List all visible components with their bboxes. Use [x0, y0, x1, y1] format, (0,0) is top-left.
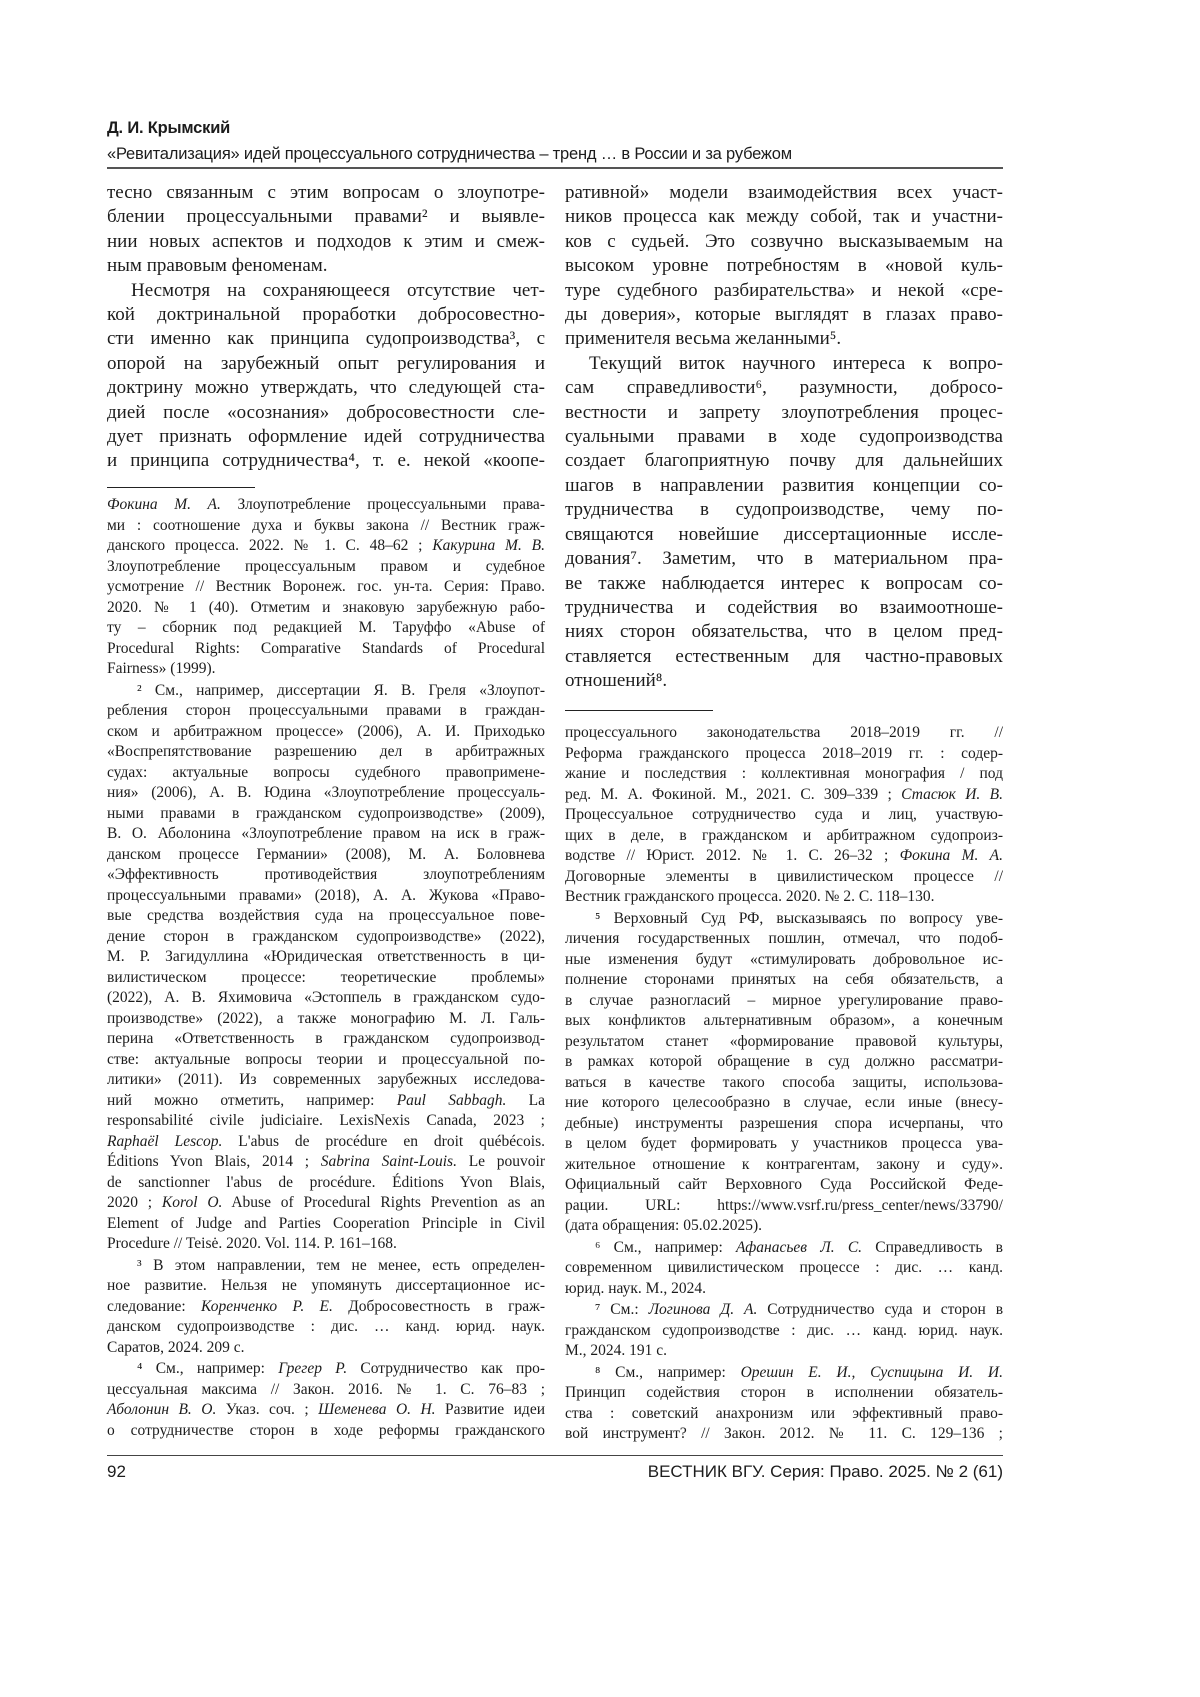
- text-line: ды доверия», которые выглядят в глазах право-: [565, 303, 1003, 327]
- text-segment: Злоупотребление процессуальными права-: [221, 496, 545, 513]
- text-line: высоком уровне потребностям в «новой куль-: [565, 254, 1003, 278]
- text-line: Procedural Rights: Comparative Standards of Procedural: [107, 639, 545, 660]
- text-line: В. О. Аболонина «Злоупотребление правом на иск в граж-: [107, 824, 545, 845]
- text-line: Реформа гражданского процесса 2018–2019 гг. : содер-: [565, 744, 1003, 765]
- text-line: ребления сторон процессуальными правами в граждан-: [107, 701, 545, 722]
- text-line: применителя весьма желанными⁵.: [565, 327, 1003, 351]
- text-segment: Le pouvoir: [457, 1153, 545, 1170]
- text-segment: ний можно отметить, например:: [107, 1092, 397, 1109]
- text-line: Вестник гражданского процесса. 2020. № 2. С. 118–130.: [565, 887, 1003, 908]
- text-line: результатом станет «формирование правовой культуры,: [565, 1032, 1003, 1053]
- text-line: сти именно как принципа судопроизводства³, с: [107, 327, 545, 351]
- footnote: [565, 1300, 1003, 1362]
- text-line: дования⁷. Заметим, что в материальном пра-: [565, 547, 1003, 571]
- text-line: гражданском судопроизводстве : дис. … канд. юрид. наук.: [565, 1321, 1003, 1342]
- text-line: сам справедливости⁶, разумности, добросо-: [565, 376, 1003, 400]
- text-line: «Эффективность противодействия злоупотреблениям: [107, 865, 545, 886]
- text-line: свящаются новейшие диссертационные иссле-: [565, 523, 1003, 547]
- text-line: и принципа сотрудничества⁴, т. е. некой «коопе-: [107, 449, 545, 473]
- text-line: Текущий виток научного интереса к вопро-: [565, 352, 1003, 376]
- text-line: вые средства воздействия суда на процессуальное пове-: [107, 906, 545, 927]
- text-line: [565, 846, 1003, 867]
- text-line: ставляется естественным для частно-правовых: [565, 645, 1003, 669]
- text-segment: Развитие идеи: [436, 1401, 545, 1418]
- text-line: (дата обращения: 05.02.2025).: [565, 1216, 1003, 1237]
- cited-author: Какурина М. В.: [432, 537, 545, 554]
- header-rule: [107, 167, 1003, 169]
- text-line: Несмотря на сохраняющееся отсутствие чет-: [107, 279, 545, 303]
- text-line: ⁵ Верховный Суд РФ, высказываясь по вопросу уве-: [565, 909, 1003, 930]
- footnotes-right: [565, 723, 1003, 1446]
- author-name: Д. И. Крымский: [107, 119, 230, 138]
- text-segment: Справедливость в: [862, 1239, 1003, 1256]
- text-line: [107, 495, 545, 516]
- text-line: ском и арбитражном процессе» (2006), А. И. Приходько: [107, 722, 545, 743]
- text-line: процессуального законодательства 2018–2019 гг. //: [565, 723, 1003, 744]
- text-line: в случае разногласий – мирное урегулирование право-: [565, 991, 1003, 1012]
- text-line: Procedure // Teisė. 2020. Vol. 114. P. 161–168.: [107, 1234, 545, 1255]
- text-line: вилистическом процессе: теоретические проблемы»: [107, 968, 545, 989]
- cited-author: Paul Sabbagh.: [397, 1092, 507, 1109]
- text-line: responsabilité civile judiciaire. LexisNexis Canada, 2023 ;: [107, 1111, 545, 1132]
- text-line: ми : соотношение духа и буквы закона // Вестник граж-: [107, 516, 545, 537]
- text-line: ков с судьей. Это созвучно высказываемым на: [565, 230, 1003, 254]
- text-line: опорой на зарубежный опыт регулирования и: [107, 352, 545, 376]
- text-line: М., 2024. 191 с.: [565, 1341, 1003, 1362]
- text-line: современном цивилистическом процессе : дис. … канд.: [565, 1258, 1003, 1279]
- text-line: ным правовым феноменам.: [107, 254, 545, 278]
- text-line: ния» (2006), А. В. Юдина «Злоупотребление процессуаль-: [107, 783, 545, 804]
- paragraph: [107, 181, 545, 279]
- text-line: тесно связанным с этим вопросам о злоупотре-: [107, 181, 545, 205]
- text-line: полнение сторонами принятых на себя обязательств, а: [565, 970, 1003, 991]
- cited-author: Коренченко Р. Е.: [201, 1298, 333, 1315]
- footnote: [107, 1256, 545, 1359]
- footnote: [107, 681, 545, 1255]
- text-line: ративной» модели взаимодействия всех участ-: [565, 181, 1003, 205]
- text-line: в рамках которой обращение в суд должно рассматри-: [565, 1052, 1003, 1073]
- text-line: Процессуальное сотрудничество суда и лиц, участвую-: [565, 805, 1003, 826]
- text-line: ников процесса как между собой, так и участни-: [565, 205, 1003, 229]
- text-line: [107, 1091, 545, 1112]
- text-line: ту – сборник под редакцией М. Таруффо «Abuse of: [107, 618, 545, 639]
- text-line: доктрину можно утверждать, что следующей ста-: [107, 376, 545, 400]
- cited-author: Фокина М. А.: [107, 496, 221, 513]
- paragraph: [565, 352, 1003, 694]
- cited-author: Афанасьев Л. С.: [736, 1239, 862, 1256]
- text-line: судах: актуальные вопросы судебного правопримене-: [107, 763, 545, 784]
- body-column-right: [565, 181, 1003, 694]
- footnote: [565, 1238, 1003, 1300]
- text-line: М. Р. Загидуллина «Юридическая ответственность в ци-: [107, 947, 545, 968]
- footnote-separator-right: [565, 710, 713, 711]
- text-line: [107, 1297, 545, 1318]
- text-line: данском судопроизводстве : дис. … канд. юрид. наук.: [107, 1317, 545, 1338]
- text-line: вых конфликтов альтернативным образом», а конечным: [565, 1011, 1003, 1032]
- footnote: [565, 723, 1003, 908]
- text-line: юрид. наук. М., 2024.: [565, 1279, 1003, 1300]
- text-line: [565, 1238, 1003, 1259]
- text-line: отношений⁸.: [565, 669, 1003, 693]
- text-line: усмотрение // Вестник Воронеж. гос. ун-та. Серия: Право.: [107, 577, 545, 598]
- cited-author: Фокина М. А.: [900, 847, 1003, 864]
- text-line: процессуальными правами» (2018), А. А. Жукова «Право-: [107, 886, 545, 907]
- text-line: 2020. № 1 (40). Отметим и знаковую зарубежную рабо-: [107, 598, 545, 619]
- text-line: ное развитие. Нельзя не упомянуть диссертационное ис-: [107, 1276, 545, 1297]
- paragraph: [565, 181, 1003, 352]
- cited-author: Логинова Д. А.: [649, 1301, 758, 1318]
- text-line: трудничества в судопроизводстве, чему по-: [565, 498, 1003, 522]
- cited-author: Шеменева О. Н.: [318, 1401, 435, 1418]
- text-line: шагов в направлении развития концепции со-: [565, 474, 1003, 498]
- cited-author: Korol O.: [162, 1194, 222, 1211]
- text-line: туре судебного разбирательства» и некой «сре-: [565, 279, 1003, 303]
- text-segment: 2020 ;: [107, 1194, 162, 1211]
- text-segment: Сотрудничество как про-: [347, 1360, 545, 1377]
- text-line: жание и последствия : коллективная монография / под: [565, 764, 1003, 785]
- text-line: [565, 1363, 1003, 1384]
- text-segment: L'abus de procédure en droit québécois.: [222, 1133, 545, 1150]
- running-title: «Ревитализация» идей процессуального сотрудничества – тренд … в России и за рубежом: [107, 145, 792, 164]
- text-line: ² См., например, диссертации Я. В. Греля «Злоупот-: [107, 681, 545, 702]
- text-line: стве: актуальные вопросы теории и процессуальной по-: [107, 1050, 545, 1071]
- text-segment: следование:: [107, 1298, 201, 1315]
- cited-author: Орешин Е. И., Суспицына И. И.: [741, 1364, 1003, 1381]
- text-line: de sanctionner l'abus de procédure. Éditions Yvon Blais,: [107, 1173, 545, 1194]
- text-line: ные изменения будут «стимулировать добровольное ис-: [565, 950, 1003, 971]
- text-line: ниях сторон обязательства, что в целом пред-: [565, 620, 1003, 644]
- text-line: щих в деле, в гражданском и арбитражном судопроиз-: [565, 826, 1003, 847]
- text-line: Договорные элементы в цивилистическом процессе //: [565, 867, 1003, 888]
- footnote: [565, 1363, 1003, 1445]
- text-line: [107, 1132, 545, 1153]
- text-line: Саратов, 2024. 209 с.: [107, 1338, 545, 1359]
- text-line: производстве» (2022), а также монографию М. Л. Галь-: [107, 1009, 545, 1030]
- text-line: блении процессуальными правами² и выявле-: [107, 205, 545, 229]
- text-line: ства : советский анахронизм или эффективный право-: [565, 1404, 1003, 1425]
- cited-author: Стасюк И. В.: [901, 786, 1003, 803]
- text-segment: ⁴ См., например:: [137, 1360, 278, 1377]
- text-line: вестности и запрету злоупотребления процес-: [565, 401, 1003, 425]
- body-column-left: [107, 181, 545, 474]
- text-line: [107, 1359, 545, 1380]
- footnote: [107, 495, 545, 680]
- text-line: [565, 785, 1003, 806]
- text-line: вой инструмент? // Закон. 2012. № 11. С. 129–136 ;: [565, 1424, 1003, 1445]
- text-line: Element of Judge and Parties Cooperation Principle in Civil: [107, 1214, 545, 1235]
- text-line: дует признать оформление идей сотрудничества: [107, 425, 545, 449]
- text-line: Fairness» (1999).: [107, 659, 545, 680]
- text-segment: ⁸ См., например:: [595, 1364, 741, 1381]
- text-line: дение сторон в гражданском судопроизводстве» (2022),: [107, 927, 545, 948]
- text-line: (2022), А. В. Яхимовича «Эстоппель в гражданском судо-: [107, 988, 545, 1009]
- text-line: рации. URL: https://www.vsrf.ru/press_center/news/33790/: [565, 1196, 1003, 1217]
- text-segment: ⁷ См.:: [595, 1301, 649, 1318]
- text-segment: Добросовестность в граж-: [333, 1298, 545, 1315]
- text-line: в целом будет формировать у участников процесса ува-: [565, 1134, 1003, 1155]
- text-line: ³ В этом направлении, тем не менее, есть определен-: [107, 1256, 545, 1277]
- text-line: [565, 1300, 1003, 1321]
- text-line: Официальный сайт Верховного Суда Российской Феде-: [565, 1175, 1003, 1196]
- cited-author: Грегер Р.: [278, 1360, 347, 1377]
- text-line: кой доктринальной проработки добросовестно-: [107, 303, 545, 327]
- text-line: цессуальная максима // Закон. 2016. № 1. С. 76–83 ;: [107, 1380, 545, 1401]
- text-line: ваться в качестве такого способа защиты, использова-: [565, 1073, 1003, 1094]
- text-line: «Воспрепятствование разрешению дел в арбитражных: [107, 742, 545, 763]
- text-segment: водстве // Юрист. 2012. № 1. С. 26–32 ;: [565, 847, 900, 864]
- text-line: ными правами в гражданском судопроизводстве» (2009),: [107, 804, 545, 825]
- cited-author: Raphaël Lescop.: [107, 1133, 222, 1150]
- text-line: Злоупотребление процессуальным правом и судебное: [107, 557, 545, 578]
- text-segment: данского процесса. 2022. № 1. С. 48–62 ;: [107, 537, 432, 554]
- text-line: жительное отношение к контрагентам, закону и суду».: [565, 1155, 1003, 1176]
- text-line: [107, 1152, 545, 1173]
- text-segment: Указ. соч. ;: [216, 1401, 318, 1418]
- text-line: Принцип содействия сторон в исполнении обязатель-: [565, 1383, 1003, 1404]
- text-segment: Éditions Yvon Blais, 2014 ;: [107, 1153, 321, 1170]
- text-line: личения государственных пошлин, отмечал, что подоб-: [565, 929, 1003, 950]
- text-line: [107, 1193, 545, 1214]
- page-number: 92: [107, 1462, 126, 1482]
- footer-rule: [107, 1455, 1003, 1456]
- text-line: создает благоприятную почву для дальнейших: [565, 449, 1003, 473]
- text-line: дией после «осознания» добросовестности сле-: [107, 401, 545, 425]
- footnotes-left: [107, 495, 545, 1442]
- paragraph: [107, 279, 545, 474]
- text-segment: La: [506, 1092, 545, 1109]
- journal-citation: ВЕСТНИК ВГУ. Серия: Право. 2025. № 2 (61): [648, 1462, 1003, 1482]
- text-segment: Сотрудничество суда и сторон в: [757, 1301, 1003, 1318]
- cited-author: Аболонин В. О.: [107, 1401, 216, 1418]
- text-line: данском процессе Германии» (2008), М. А. Боловнева: [107, 845, 545, 866]
- text-line: [107, 536, 545, 557]
- text-line: литики» (2011). Из современных зарубежных исследова-: [107, 1070, 545, 1091]
- text-segment: ⁶ См., например:: [595, 1239, 736, 1256]
- footnote: [565, 909, 1003, 1237]
- text-line: [107, 1400, 545, 1421]
- text-line: перина «Ответственность в гражданском судопроизвод-: [107, 1029, 545, 1050]
- cited-author: Sabrina Saint-Louis.: [321, 1153, 457, 1170]
- footnote-separator-left: [107, 487, 255, 488]
- text-line: дебные) инструменты разрешения спора исчерпаны, что: [565, 1114, 1003, 1135]
- text-segment: Abuse of Procedural Rights Prevention as an: [222, 1194, 545, 1211]
- text-segment: ред. М. А. Фокиной. М., 2021. С. 309–339 ;: [565, 786, 901, 803]
- text-line: нии новых аспектов и подходов к этим и смеж-: [107, 230, 545, 254]
- footnote: [107, 1359, 545, 1441]
- text-line: трудничества и содействия во взаимоотноше-: [565, 596, 1003, 620]
- text-line: суальными правами в ходе судопроизводства: [565, 425, 1003, 449]
- text-line: ние которого целесообразно в случае, если иные (внесу-: [565, 1093, 1003, 1114]
- text-line: о сотрудничестве сторон в ходе реформы гражданского: [107, 1421, 545, 1442]
- text-line: ве также наблюдается интерес к вопросам со-: [565, 572, 1003, 596]
